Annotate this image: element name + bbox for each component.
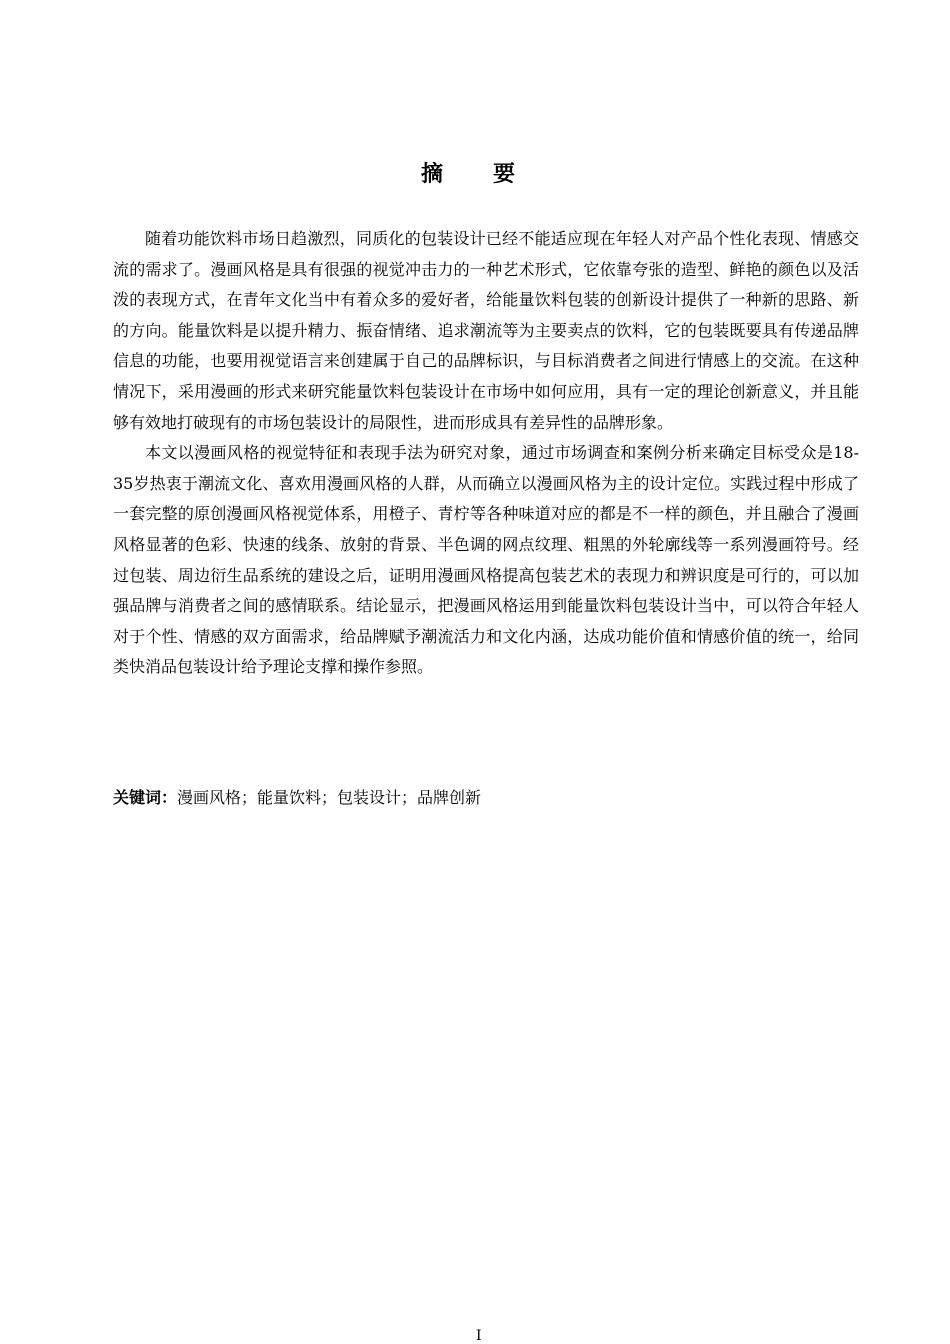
abstract-body xyxy=(113,224,859,683)
keywords-text: 漫画风格；能量饮料；包装设计；品牌创新 xyxy=(177,788,482,807)
abstract-title: 摘 要 xyxy=(420,162,529,187)
abstract-paragraph-1: 随着功能饮料市场日趋激烈，同质化的包装设计已经不能适应现在年轻人对产品个性化表现、情感交流的需求了。漫画风格是具有很强的视觉冲击力的一种艺术形式，它依靠夸张的造型、鲜艳的颜色以及活泼的表现方式，在青年文化当中有着众多的爱好者，给能量饮料包装的创新设计提供了一种新的思路、新的方向。能量饮料是以提升精力、振奋情绪、追求潮流等为主要卖点的饮料，它的包装既要具有传递品牌信息的功能，也要用视觉语言来创建属于自己的品牌标识，与目标消费者之间进行情感上的交流。在这种情况下，采用漫画的形式来研究能量饮料包装设计在市场中如何应用，具有一定的理论创新意义，并且能够有效地打破现有的市场包装设计的局限性，进而形成具有差异性的品牌形象。 xyxy=(113,229,859,432)
keywords-line xyxy=(113,783,859,813)
abstract-paragraph-2: 本文以漫画风格的视觉特征和表现手法为研究对象，通过市场调查和案例分析来确定目标受众是18-35岁热衷于潮流文化、喜欢用漫画风格的人群，从而确立以漫画风格为主的设计定位。实践过程中形成了一套完整的原创漫画风格视觉体系，用橙子、青柠等各种味道对应的都是不一样的颜色，并且融合了漫画风格显著的色彩、快速的线条、放射的背景、半色调的网点纹理、粗黑的外轮廓线等一系列漫画符号。经过包装、周边衍生品系统的建设之后，证明用漫画风格提高包装艺术的表现力和辨识度是可行的，可以加强品牌与消费者之间的感情联系。结论显示，把漫画风格运用到能量饮料包装设计当中，可以符合年轻人对于个性、情感的双方面需求，给品牌赋予潮流活力和文化内涵，达成功能价值和情感价值的统一，给同类快消品包装设计给予理论支撑和操作参照。 xyxy=(113,443,859,677)
page-number: I xyxy=(476,1328,482,1344)
keywords-label: 关键词： xyxy=(113,788,178,807)
